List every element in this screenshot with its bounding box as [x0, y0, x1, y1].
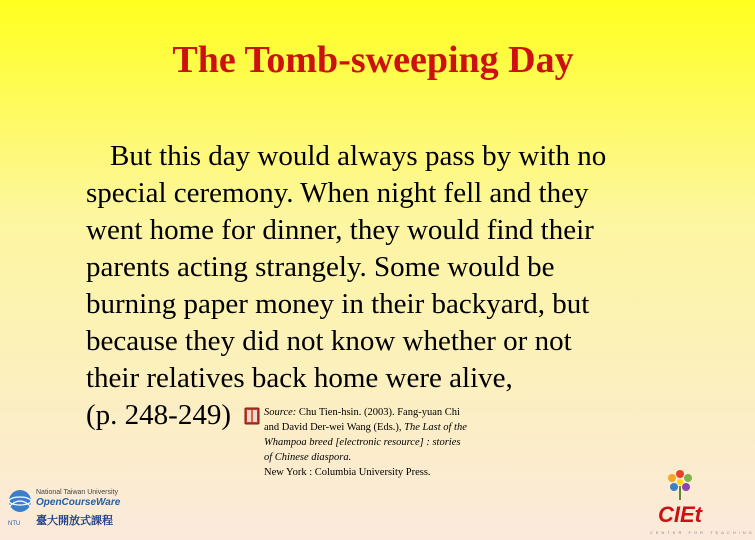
body-line-1: But this day would always pass by with no [110, 140, 607, 172]
ntu-name: National Taiwan University [36, 489, 118, 496]
body-line-5: burning paper money in their backyard, but [86, 288, 590, 320]
body-line-3: went home for dinner, they would find their [86, 214, 594, 246]
ntu-chinese-name: 臺大開放式課程 [36, 514, 113, 527]
source-label: Source: [264, 407, 297, 418]
ciet-logo [648, 466, 755, 536]
page-reference: (p. 248-249) [86, 399, 231, 431]
source-title-part2: Whampoa breed [electronic resource] : stories [264, 437, 461, 448]
source-title-part1: The Last of the [404, 422, 467, 433]
source-publisher: New York : Columbia University Press. [264, 467, 431, 478]
ciet-flower-icon [660, 466, 700, 502]
ciet-wordmark: CIEt [658, 502, 702, 527]
body-line-6: because they did not know whether or not [86, 325, 572, 357]
body-line-4: parents acting strangely. Some would be [86, 251, 555, 283]
source-title-part3: of Chinese diaspora. [264, 452, 352, 463]
source-citation [264, 405, 514, 480]
body-line-2: special ceremony. When night fell and they [86, 177, 589, 209]
body-line-7: their relatives back home were alive, [86, 362, 513, 394]
ntu-opencourseware-logo [6, 485, 121, 535]
ntu-ocw: OpenCourseWare [36, 497, 121, 508]
ntu-abbr: NTU [8, 521, 21, 527]
source-authors: Chu Tien-hsin. (2003). Fang-yuan Chi [298, 407, 460, 418]
book-icon[interactable] [244, 406, 260, 425]
ntu-globe-icon [6, 487, 34, 521]
slide-body [86, 138, 686, 434]
slide-title: The Tomb-sweeping Day [172, 39, 574, 81]
source-editors: and David Der-wei Wang (Eds.), [264, 422, 402, 433]
ciet-subtitle: CENTER FOR TEACHING [650, 530, 755, 535]
